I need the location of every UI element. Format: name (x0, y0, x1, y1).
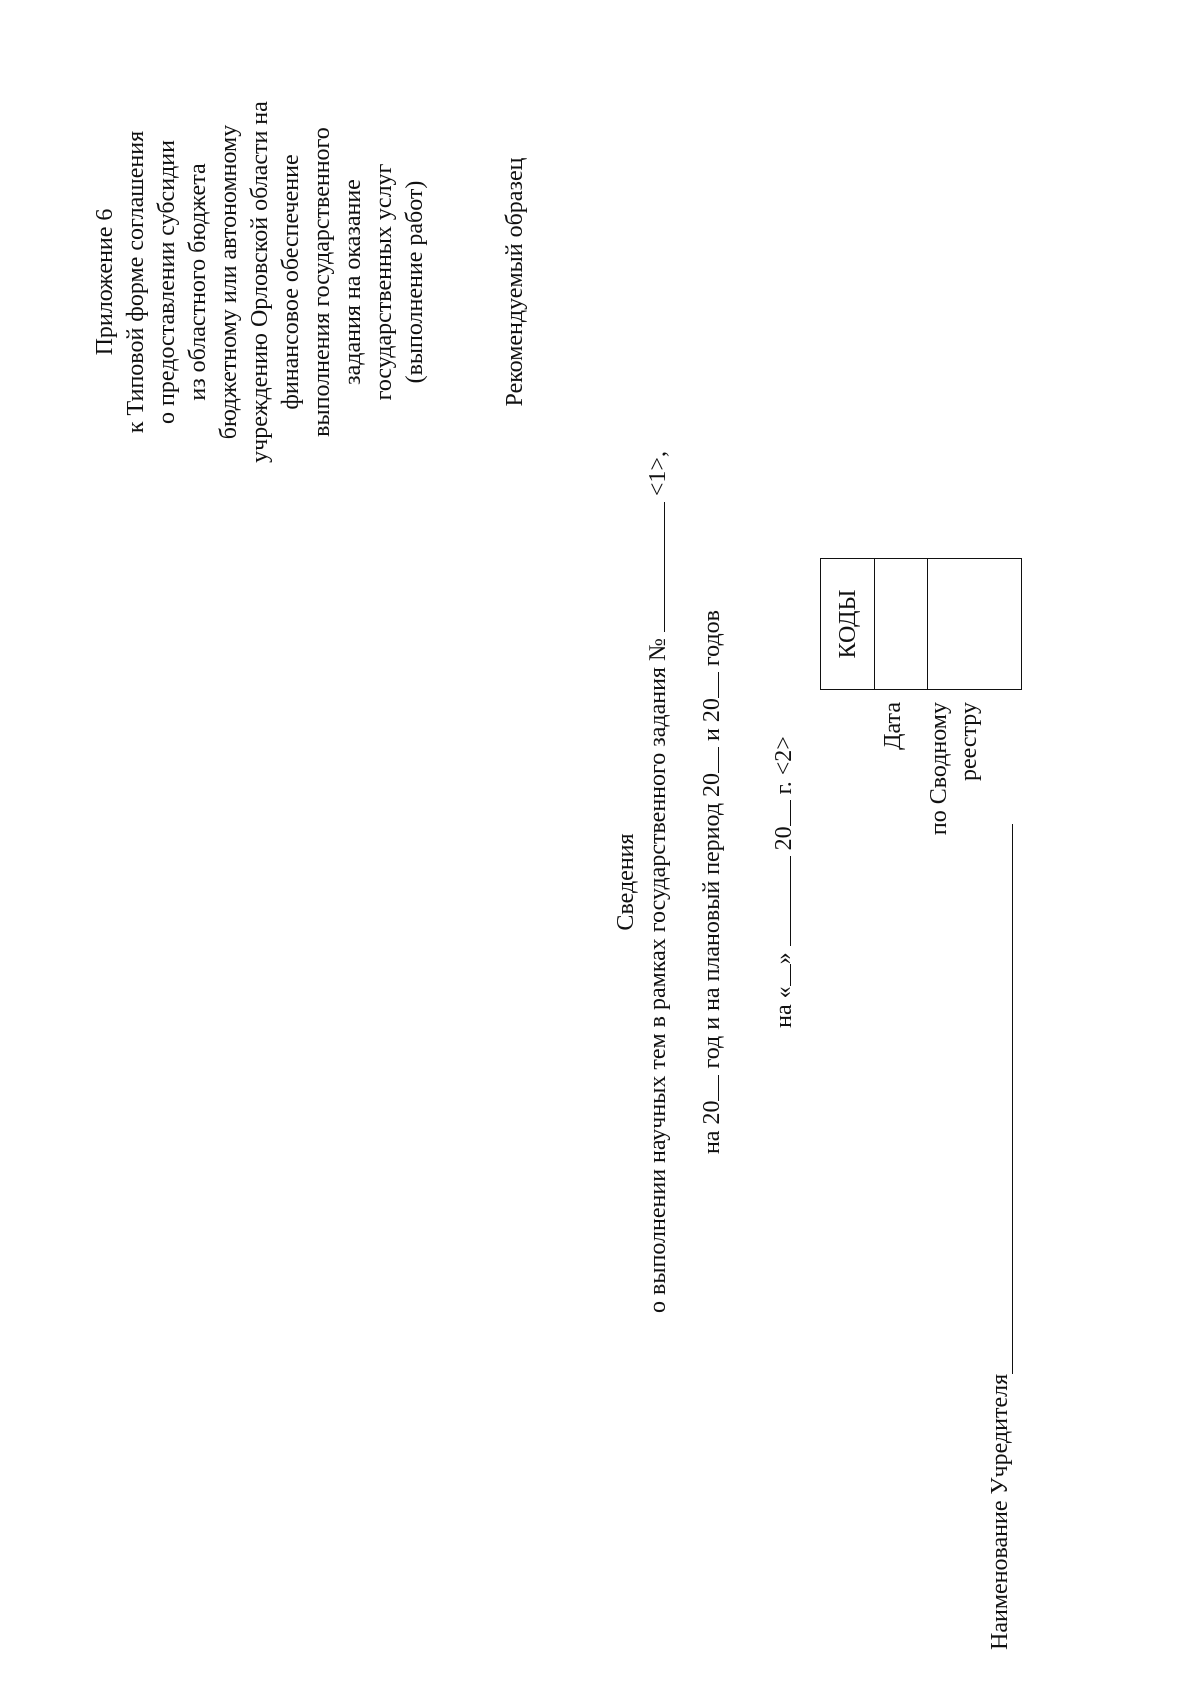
codes-header: КОДЫ (821, 559, 875, 689)
date-text: » (771, 952, 797, 965)
founder-name-blank[interactable] (1012, 824, 1013, 1374)
document-title (610, 332, 674, 1432)
title-line-2-prefix: о выполнении научных тем в рамках государственного задания № (645, 638, 671, 1313)
period-text: на 20 (699, 1100, 725, 1155)
title-heading: Сведения (613, 833, 639, 931)
month-blank (768, 856, 791, 946)
date-label: Дата (880, 702, 906, 750)
year-blank (696, 1075, 719, 1101)
appendix-line: к Типовой форме соглашения (123, 130, 149, 434)
appendix-line: финансовое обеспечение (278, 154, 304, 410)
appendix-line: государственных услуг (371, 163, 397, 401)
title-line-2 (642, 332, 674, 1432)
period-text: год и на плановый период 20 (699, 772, 725, 1069)
appendix-line: (выполнение работ) (402, 180, 428, 384)
report-date-line (768, 332, 799, 1432)
period-line (696, 332, 727, 1432)
appendix-line: Приложение 6 (92, 208, 118, 356)
date-text: на « (771, 986, 797, 1028)
appendix-line: учреждению Орловской области на (247, 101, 273, 463)
founder-label: Наименование Учредителя (987, 1373, 1013, 1650)
period-text: и 20 (699, 698, 725, 741)
appendix-line: о предоставлении субсидии (154, 140, 180, 424)
task-number-blank (642, 502, 665, 632)
title-line-2-suffix: <1>, (645, 451, 671, 497)
recommended-sample-note: Рекомендуемый образец (502, 157, 528, 407)
appendix-line: задания на оказание (340, 179, 366, 385)
codes-table (820, 558, 1022, 690)
period-text: годов (699, 609, 725, 667)
date-text: 20 (771, 826, 797, 851)
appendix-line: из областного бюджета (185, 163, 211, 401)
registry-label: по Сводному реестру (926, 702, 982, 836)
date-text: г. <2> (771, 736, 797, 795)
year-blank (696, 747, 719, 773)
year-blank (768, 800, 791, 826)
day-blank (768, 964, 791, 986)
registry-code-cell[interactable] (928, 559, 1020, 689)
appendix-line: бюджетному или автономному (216, 124, 242, 440)
appendix-line: выполнения государственного (309, 127, 335, 437)
year-blank (696, 672, 719, 698)
appendix-header (90, 22, 431, 542)
date-code-cell[interactable] (875, 559, 928, 689)
